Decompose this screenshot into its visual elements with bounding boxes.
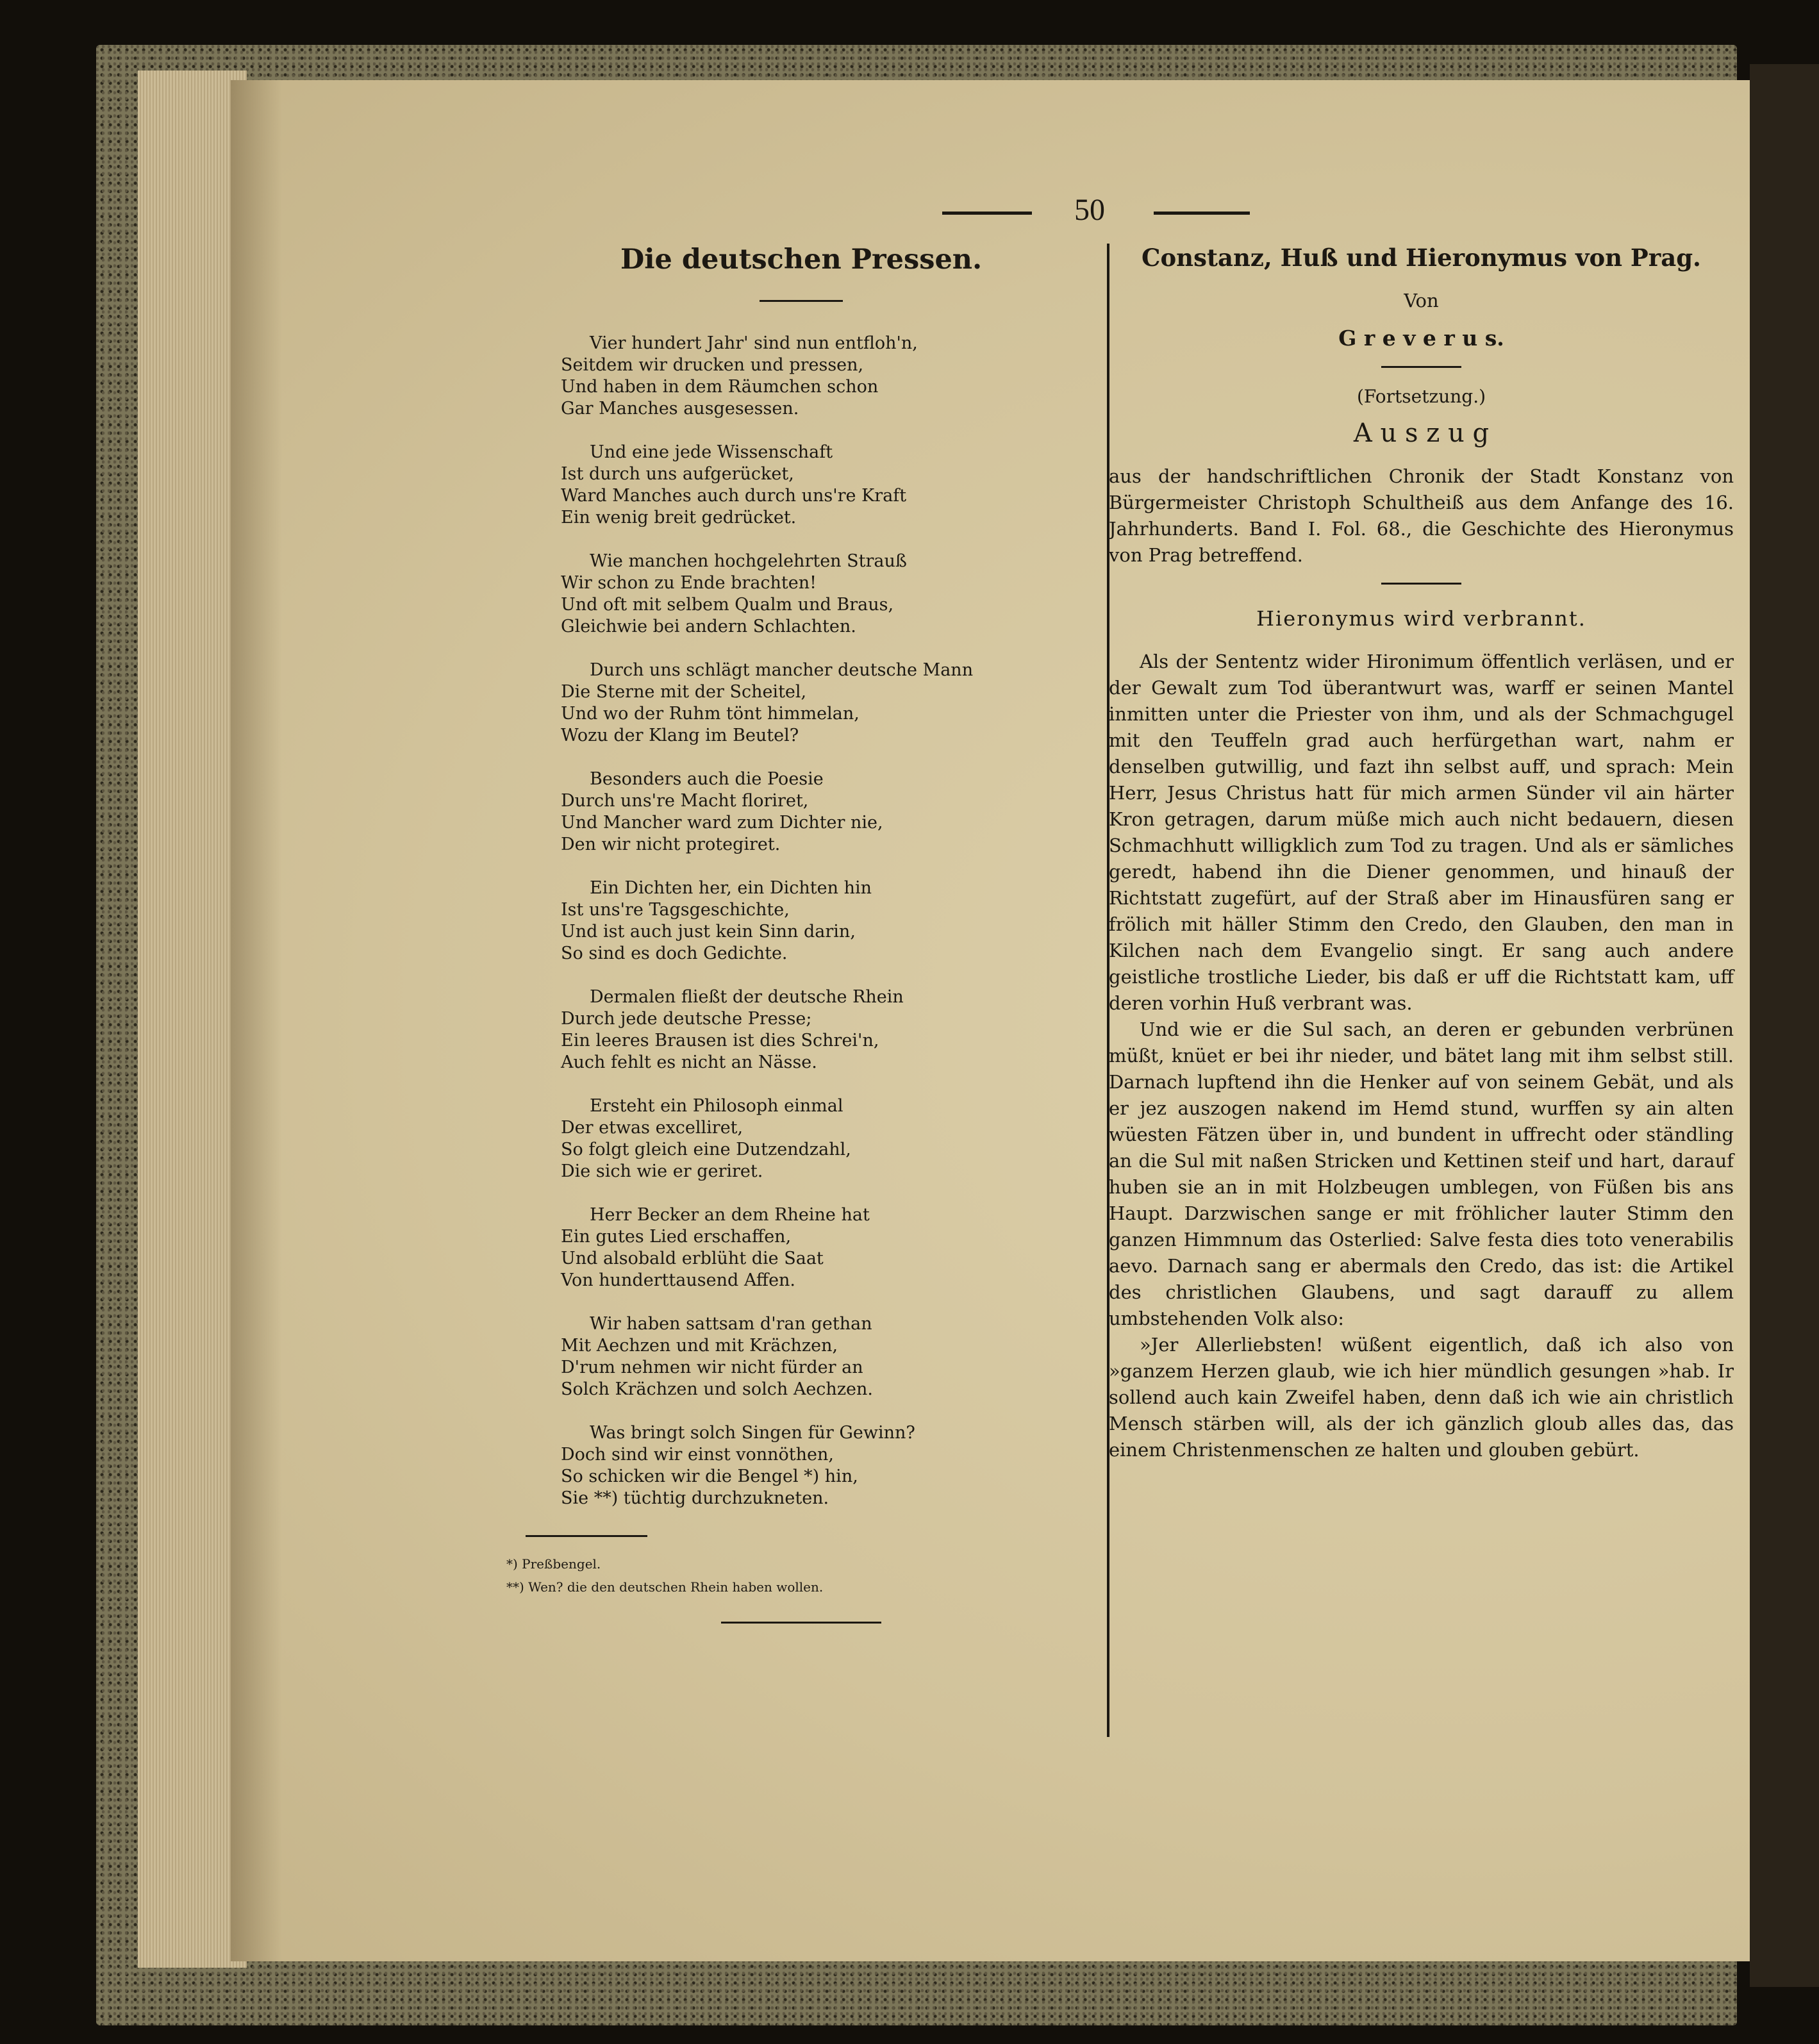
poem-line: Und oft mit selbem Qualm und Braus, [561,595,894,615]
paragraph: Und wie er die Sul sach, an deren er gebunden verbrünen müßt, knüet er bei ihr nieder, und bätet lang mit ihm selbst still. Darnach lupftend ihn die Henker auf von seinem Gebät, und als er jez auszogen nakend im Hemd stund, wurffen sy ain alten wüesten Fätzen über in, und bundent in uffrecht oder ständling an die Sul mit naßen Stricken und Kettinen steif und hart, darauf huben sie an in mit Holzbeugen umblegen, von Füßen bis ans Haupt. Darzwischen sange er mit fröhlicher lauter Stimm den ganzen Himmnum das Osterlied: Salve festa dies toto venerabilis aevo. Darnach sang er abermals den Credo, das ist: die Artikel des christlichen Glaubens, und sagt darauff zu allem umbstehenden Volk also: [1109,1018,1734,1329]
poem-line: Durch uns're Macht floriret, [561,791,809,811]
poem-line: Vier hundert Jahr' sind nun entfloh'n, [590,333,918,353]
right-column [1109,244,1734,1463]
stanza [561,1204,1051,1292]
poem-line: Ein wenig breit gedrücket. [561,508,797,528]
intro-text: aus der handschriftlichen Chronik der Stadt Konstanz von Bürgermeister Christoph Schultheiß aus dem Anfange des 16. Jahrhunderts. Band I. Fol. 68., die Geschichte des Hieronymus von Prag betreffend. [1109,465,1734,566]
poem-line: Besonders auch die Poesie [590,769,824,789]
poem-line: Der etwas excelliret, [561,1118,743,1138]
poem-line: Ein Dichten her, ein Dichten hin [590,878,872,898]
poem-line: Gar Manches ausgesessen. [561,399,799,419]
stanza [561,769,1051,856]
byline-von: Von [1404,290,1439,312]
article-title: Constanz, Huß und Hieronymus von Prag. [1142,244,1701,272]
poem-line: Wie manchen hochgelehrten Strauß [590,551,907,571]
poem-line: Und haben in dem Räumchen schon [561,377,879,397]
author-rule [1381,366,1461,368]
poem-line: Ersteht ein Philosoph einmal [590,1096,843,1116]
right-shadow [1750,64,1819,1987]
poem-line: Wir haben sattsam d'ran gethan [590,1314,872,1334]
poem-line: Ist durch uns aufgerücket, [561,464,794,484]
poem-line: Herr Becker an dem Rheine hat [590,1205,870,1225]
footnote-rule [526,1535,647,1537]
poem-line: Die Sterne mit der Scheitel, [561,682,807,702]
poem-line: Was bringt solch Singen für Gewinn? [590,1423,915,1443]
stanza [561,986,1051,1074]
poem-line: Wir schon zu Ende brachten! [561,573,817,593]
page-number-rule-right [1154,212,1250,215]
article-body [1109,649,1734,1463]
intro-rule [1381,583,1461,585]
end-rule [721,1622,881,1624]
paragraph: Als der Sententz wider Hironimum öffentlich verläsen, und er der Gewalt zum Tod überantwurt was, warff er seinen Mantel inmitten unter die Priester von ihm, und als der Schmachgugel mit den Teuffeln grad auch herfürgethan wart, nahm er denselben gutwillig, und fazt ihn selbst auff, und sprach: Mein Herr, Jesus Christus hatt für mich armen Sünder vil ain härter Kron getragen, darum müße mich auch nicht bedauern, diesen Schmachhutt willigklich zum Tod zu tragen. Und als er sämliches geredt, habend ihn die Diener genommen, und hinauß der Richtstatt zugefürt, auf der Straß aber im Hinausfüren sang er frölich mit häller Stimm den Credo, den Glauben, den man in Kilchen nach dem Evangelio singt. Er sang auch andere geistliche trostliche Lieder, bis daß er uff die Richtstatt kam, uff deren vorhin Huß verbrant was. [1109,651,1734,1014]
poem-title: Die deutschen Pressen. [620,244,983,276]
gutter-shadow [231,80,282,1961]
footnote: *) Preßbengel. [506,1556,601,1572]
section-heading: A u s z u g [1353,419,1490,448]
subheading: Hieronymus wird verbrannt. [1256,606,1586,631]
poem-line: Solch Krächzen und solch Aechzen. [561,1379,873,1399]
poem-line: Und ist auch just kein Sinn darin, [561,922,856,942]
poem-line: Ein leeres Brausen ist dies Schrei'n, [561,1031,879,1051]
stanza [561,1095,1051,1183]
stanza [561,442,1051,529]
poem-line: Von hunderttausend Affen. [561,1270,796,1290]
stanza [561,333,1051,420]
poem-line: So sind es doch Gedichte. [561,943,788,963]
page-number: 50 [1074,193,1105,227]
footnote: **) Wen? die den deutschen Rhein haben wollen. [506,1579,824,1595]
poem-line: Wozu der Klang im Beutel? [561,726,799,745]
poem-line: Sie **) tüchtig durchzukneten. [561,1488,829,1508]
poem-line: Ist uns're Tagsgeschichte, [561,900,790,920]
poem-line: Durch jede deutsche Presse; [561,1009,812,1029]
paragraph: »Jer Allerliebsten! wüßent eigentlich, daß ich also von »ganzem Herzen glaub, wie ich hier mündlich gesungen »hab. Ir sollend auch kain Zweifel haben, denn daß ich wie ain christlich Mensch stärben will, als der ich gänzlich gloub alles das, das einem Christenmenschen ze halten und glouben gebürt. [1109,1334,1734,1461]
poem-line: So schicken wir die Bengel *) hin, [561,1467,858,1486]
stanza [561,660,1051,747]
continuation-note: (Fortsetzung.) [1356,386,1486,407]
poem-line: Und Mancher ward zum Dichter nie, [561,813,883,833]
poem-line: Ein gutes Lied erschaffen, [561,1227,792,1247]
poem-line: So folgt gleich eine Dutzendzahl, [561,1140,851,1159]
poem-body [551,333,1051,1509]
poem-line: Auch fehlt es nicht an Nässe. [561,1052,817,1072]
poem-line: Durch uns schlägt mancher deutsche Mann [590,660,974,680]
poem-line: Seitdem wir drucken und pressen, [561,355,864,375]
poem-line: Doch sind wir einst vonnöthen, [561,1445,835,1465]
poem-line: Den wir nicht protegiret. [561,835,781,854]
title-rule [760,300,843,302]
stanza [561,877,1051,965]
stanza [561,1422,1051,1509]
poem-line: Und alsobald erblüht die Saat [561,1249,824,1268]
poem-line: Ward Manches auch durch uns're Kraft [561,486,907,506]
poem-line: Die sich wie er geriret. [561,1161,763,1181]
footnotes [506,1552,1051,1599]
poem-line: D'rum nehmen wir nicht fürder an [561,1358,863,1377]
poem-line: Und eine jede Wissenschaft [590,442,833,462]
poem-line: Mit Aechzen und mit Krächzen, [561,1336,838,1356]
poem-line: Gleichwie bei andern Schlachten. [561,617,856,636]
poem-line: Dermalen fließt der deutsche Rhein [590,987,904,1007]
page-number-rule-left [942,212,1032,215]
stanza [561,551,1051,638]
poem-line: Und wo der Ruhm tönt himmelan, [561,704,860,724]
stanza [561,1313,1051,1400]
left-column [506,244,1051,1624]
author: G r e v e r u s. [1338,326,1504,351]
